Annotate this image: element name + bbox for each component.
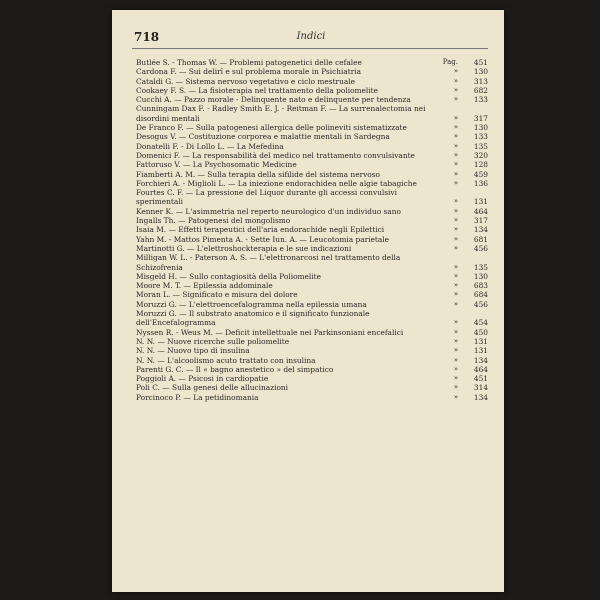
entry-page-number: 464 [473, 364, 488, 374]
entry-ditto-mark: » [453, 262, 458, 271]
index-entry [136, 374, 488, 383]
entry-page-number: 681 [473, 234, 488, 244]
header-title: Indici [296, 31, 326, 42]
index-entry [136, 58, 488, 67]
entry-page-number: 450 [473, 327, 488, 337]
index-entry [136, 132, 488, 141]
index-entry [136, 216, 488, 225]
entry-text: Moore M. T. — Epilessia addominale [136, 281, 273, 291]
entry-page-number: 135 [473, 262, 488, 272]
entry-page-number: 459 [473, 169, 488, 179]
entry-ditto-mark: Pag. [442, 58, 458, 66]
entry-page-number: 314 [473, 383, 488, 393]
entry-text: Martinotti G. — L'elettroshockterapia e le sue indicazioni [136, 243, 352, 253]
entry-text: Butlée S. - Thomas W. — Problemi patogenetici delle cefalee [136, 58, 362, 67]
entry-ditto-mark: » [453, 364, 458, 373]
entry-page-number: 682 [473, 85, 488, 95]
entry-ditto-mark: » [453, 123, 458, 132]
entry-text: Cardona F. — Sui delirî e sul problema morale in Psichiatria [136, 67, 362, 77]
entry-text: N. N. — Nuove ricerche sulle poliomelite [136, 336, 290, 346]
entry-text: Yahn M. - Mattos Pimenta A. - Sette Iun. A. — Leucotomia parietale [136, 234, 389, 244]
index-entry [136, 77, 488, 86]
entry-ditto-mark: » [453, 383, 458, 392]
index-entry [136, 290, 488, 299]
entry-page-number: 131 [473, 197, 488, 207]
entry-page-number: 128 [473, 160, 488, 170]
entry-ditto-mark: » [453, 271, 458, 280]
entry-text: Cookaey F. S. — La fisioterapia nel trattamento della poliomelite [136, 85, 378, 95]
entry-ditto-mark: » [453, 290, 458, 299]
entry-page-number: 131 [473, 346, 488, 356]
entry-page-number: 684 [473, 290, 488, 300]
entry-ditto-mark: » [453, 169, 458, 178]
entry-page-number: 313 [473, 76, 488, 86]
entry-text: Moruzzi G. — L'elettroencefalogramma nella epilessia umana [136, 299, 367, 309]
entry-ditto-mark: » [453, 336, 458, 345]
entry-page-number: 134 [473, 392, 488, 402]
index-entry [136, 104, 488, 123]
entry-text: Milligan W. L. - Paterson A. S. — L'elettronarcosi nel trattamento della Schizofrenia [136, 253, 401, 272]
index-entry [136, 151, 488, 160]
entry-ditto-mark: » [453, 95, 458, 104]
index-entry [136, 160, 488, 169]
entry-text: Moruzzi G. — Il substrato anatomico e il significato funzionale dell'Encefalogramma [136, 309, 370, 328]
book-page [112, 10, 504, 592]
entry-ditto-mark: » [453, 346, 458, 355]
entry-text: Nyssen R. - Weus M. — Deficit intellettuale nei Parkinsoniani encefalici [136, 327, 404, 337]
entry-ditto-mark: » [453, 206, 458, 215]
entry-ditto-mark: » [453, 216, 458, 225]
index-entry [136, 309, 488, 328]
entry-ditto-mark: » [453, 67, 458, 76]
entry-ditto-mark: » [453, 160, 458, 169]
entry-ditto-mark: » [453, 299, 458, 308]
entry-text: Moran L. — Significato e misura del dolore [136, 290, 298, 300]
entry-text: Fourtes C. F. — La pressione del Liquor durante gli accessi convulsivi sperimentali [136, 188, 397, 207]
entry-page-number: 133 [473, 132, 488, 142]
entry-page-number: 454 [473, 318, 488, 328]
index-entry [136, 281, 488, 290]
entry-text: Fiamberti A. M. — Sulla terapia della sifilide del sistema nervoso [136, 169, 380, 179]
entry-text: Porcinoco P. — La petidinomania [136, 392, 259, 402]
entry-text: Forchieri A. - Miglioli L. — La iniezione endorachidea nelle algie tabagiche [136, 178, 417, 188]
entry-page-number: 317 [473, 113, 488, 123]
index-entry [136, 244, 488, 253]
entry-page-number: 135 [473, 141, 488, 151]
entry-text: Desogus V. — Costituzione corporea e malattie mentali in Sardegna [136, 132, 390, 142]
entry-page-number: 451 [473, 58, 488, 67]
entry-text: Ingalls Th. — Patogenesi del mongolismo [136, 216, 291, 226]
entry-page-number: 683 [473, 281, 488, 291]
entry-page-number: 464 [473, 206, 488, 216]
entry-ditto-mark: » [453, 76, 458, 85]
index-entry [136, 272, 488, 281]
entry-page-number: 451 [473, 374, 488, 384]
entry-ditto-mark: » [453, 113, 458, 122]
index-entry [136, 365, 488, 374]
entry-ditto-mark: » [453, 85, 458, 94]
index-entry [136, 86, 488, 95]
entry-text: Parenti G. C. — Il « bagno anestetico » del simpatico [136, 364, 334, 374]
index-entry [136, 383, 488, 392]
entry-text: Domenici F. — La responsabilità del medico nel trattamento convulsivante [136, 150, 415, 160]
index-entry [136, 142, 488, 151]
entry-text: Poli C. — Sulla genesi delle allucinazioni [136, 383, 289, 393]
entry-page-number: 134 [473, 225, 488, 235]
page-header [134, 30, 488, 44]
entry-text: Cucchi A. — Pazzo morale - Delinquente nato e delinquente per tendenza [136, 95, 411, 105]
index-entry [136, 207, 488, 216]
index-entry [136, 188, 488, 207]
entry-text: Donatelli F. - Di Lollo L. — La Mefedina [136, 141, 284, 151]
entry-page-number: 136 [473, 178, 488, 188]
index-entry [136, 179, 488, 188]
entry-ditto-mark: » [453, 132, 458, 141]
entry-page-number: 133 [473, 95, 488, 105]
entry-ditto-mark: » [453, 141, 458, 150]
index-entry [136, 346, 488, 355]
entry-ditto-mark: » [453, 374, 458, 383]
entry-text: Poggioli A. — Psicosi in cardiopatie [136, 374, 269, 384]
entry-text: Isaia M. — Effetti terapeutici dell'aria endorachide negli Epilettici [136, 225, 385, 235]
entry-ditto-mark: » [453, 355, 458, 364]
index-entry [136, 67, 488, 76]
entry-text: N. N. — Nuovo tipo di insulina [136, 346, 250, 356]
entry-text: Cataldi G. — Sistema nervoso vegetativo e ciclo mestruale [136, 76, 355, 86]
entry-text: Misgeld H. — Sullo contagiosità della Poliomelite [136, 271, 321, 281]
entry-page-number: 134 [473, 355, 488, 365]
index-entry [136, 300, 488, 309]
entry-text: Kenner K. — L'asimmetria nel reperto neurologico d'un individuo sano [136, 206, 401, 216]
index-entry [136, 356, 488, 365]
entry-ditto-mark: » [453, 392, 458, 401]
header-rule [132, 48, 488, 49]
entry-page-number: 456 [473, 299, 488, 309]
index-entry [136, 95, 488, 104]
page-number: 718 [134, 30, 160, 44]
index-entry [136, 393, 488, 402]
entry-ditto-mark: » [453, 225, 458, 234]
entry-ditto-mark: » [453, 318, 458, 327]
entry-page-number: 130 [473, 271, 488, 281]
entry-text: De Franco F. — Sulla patogenesi allergica delle polineviti sistematizzate [136, 123, 407, 133]
entry-ditto-mark: » [453, 234, 458, 243]
entry-page-number: 130 [473, 67, 488, 77]
entry-ditto-mark: » [453, 178, 458, 187]
index-entry [136, 123, 488, 132]
entry-ditto-mark: » [453, 327, 458, 336]
entry-ditto-mark: » [453, 150, 458, 159]
index-entry [136, 225, 488, 234]
entry-text: Cunningam Dax F. - Radley Smith E. J. - Reitman F. — La surrenalectomia nei disordini mentali [136, 104, 426, 123]
entry-page-number: 317 [473, 216, 488, 226]
entry-page-number: 320 [473, 150, 488, 160]
entry-page-number: 131 [473, 336, 488, 346]
index-entry [136, 253, 488, 272]
entry-page-number: 130 [473, 123, 488, 133]
entry-ditto-mark: » [453, 197, 458, 206]
index-entry [136, 337, 488, 346]
entry-ditto-mark: » [453, 281, 458, 290]
entry-ditto-mark: » [453, 243, 458, 252]
index-entry [136, 328, 488, 337]
index-entry [136, 235, 488, 244]
entry-text: Fattoruso V. — La Psychosomatic Medicine [136, 160, 297, 170]
entry-text: N. N. — L'alcoolismo acuto trattato con insulina [136, 355, 316, 365]
index-entries [136, 58, 488, 402]
entry-page-number: 456 [473, 243, 488, 253]
index-entry [136, 170, 488, 179]
